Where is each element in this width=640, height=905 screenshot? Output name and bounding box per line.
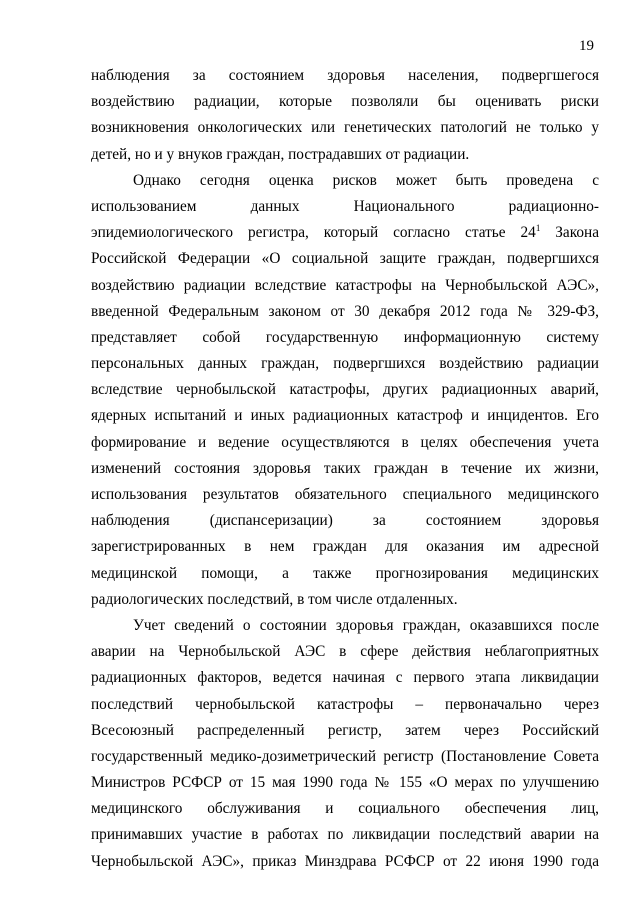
text-line: наблюдения за состоянием здоровья населения, подвергшегося: [91, 67, 599, 84]
text-line: радиологических последствий, в том числе отдаленных.: [91, 590, 458, 608]
text-line: принимавших участие в работах по ликвидации последствий аварии на: [91, 826, 599, 844]
text-line: использования результатов обязательного специального медицинского: [91, 486, 599, 503]
text-line: детей, но и у внуков граждан, пострадавших от радиации.: [91, 145, 470, 163]
text-line: воздействию радиации вследствие катастрофы на Чернобыльской АЭС»,: [91, 276, 599, 294]
text-line: аварии на Чернобыльской АЭС в сфере действия неблагоприятных: [91, 643, 599, 661]
text-line: представляет собой государственную информационную систему: [91, 328, 599, 346]
text-line: возникновения онкологических или генетических патологий не только у: [91, 119, 599, 137]
text-line: Чернобыльской АЭС», приказ Минздрава РСФСР от 22 июня 1990 года: [91, 852, 599, 870]
text-line: использованием данных Национального радиационно-: [91, 197, 599, 215]
body-text: [91, 63, 599, 875]
text-line: формирование и ведение осуществляются в целях обеспечения учета: [91, 433, 599, 451]
text-line: наблюдения (диспансеризации) за состоянием здоровья: [91, 512, 599, 530]
text-line: последствий чернобыльской катастрофы – первоначально через: [91, 695, 599, 713]
text-segment: Закона: [540, 224, 599, 242]
text-line: Всесоюзный распределенный регистр, затем через Российский: [91, 721, 599, 739]
text-line: персональных данных граждан, подвергшихся воздействию радиации: [91, 355, 599, 373]
text-line: радиационных факторов, ведется начиная с первого этапа ликвидации: [91, 669, 599, 687]
text-segment: эпидемиологического регистра, который согласно статье 24: [91, 224, 536, 242]
text-line: вследствие чернобыльской катастрофы, других радиационных аварий,: [91, 381, 599, 399]
text-line: ядерных испытаний и иных радиационных катастроф и инцидентов. Его: [91, 407, 599, 425]
text-line: Российской Федерации «О социальной защите граждан, подвергшихся: [91, 250, 599, 268]
text-line: введенной Федеральным законом от 30 декабря 2012 года № 329-ФЗ,: [91, 302, 599, 320]
text-line: Учет сведений о состоянии здоровья граждан, оказавшихся после: [133, 616, 599, 634]
text-line: медицинской помощи, а также прогнозирования медицинских: [91, 564, 599, 582]
page-number: 19: [579, 38, 594, 54]
text-line: Министров РСФСР от 15 мая 1990 года № 155 «О мерах по улучшению: [91, 774, 599, 792]
text-line: зарегистрированных в нем граждан для оказания им адресной: [91, 538, 599, 556]
text-line: медицинского обслуживания и социального обеспечения лиц,: [91, 800, 599, 818]
text-line-with-footnote: [91, 220, 599, 246]
footnote-marker: 1: [535, 223, 541, 234]
text-line: воздействию радиации, которые позволяли бы оценивать риски: [91, 93, 599, 111]
text-line: Однако сегодня оценка рисков может быть проведена с: [133, 171, 599, 189]
text-line: изменений состояния здоровья таких граждан в течение их жизни,: [91, 459, 599, 477]
text-line: государственный медико-дозиметрический регистр (Постановление Совета: [91, 747, 599, 765]
